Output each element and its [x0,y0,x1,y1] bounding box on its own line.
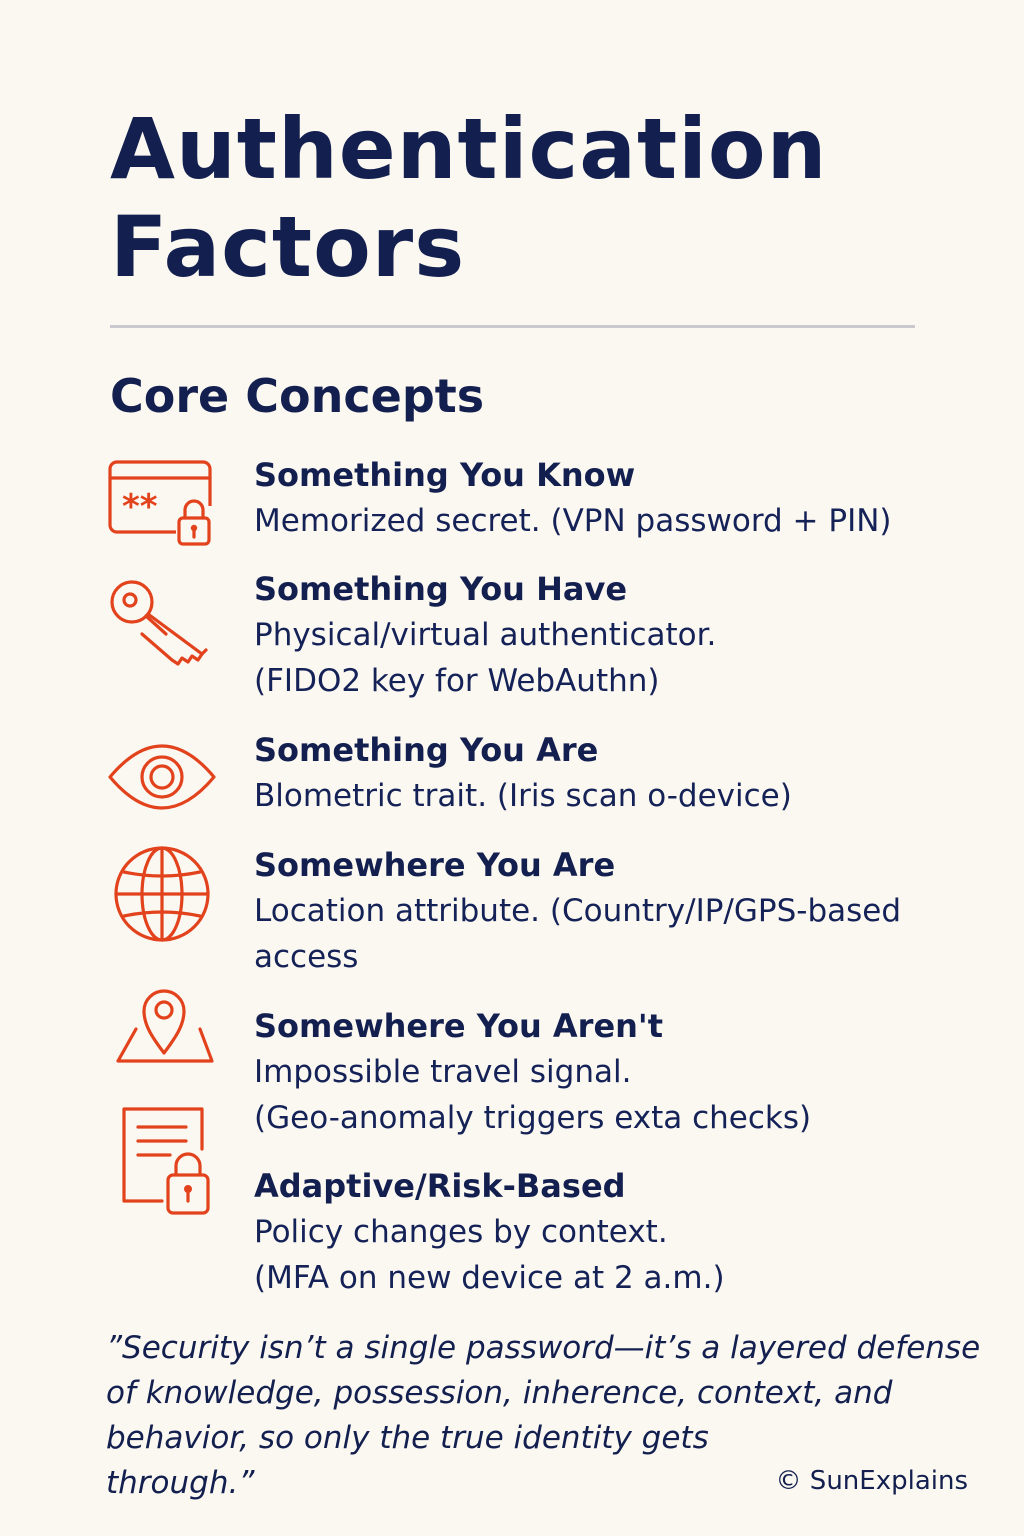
factor-description: Blometric trait. (Iris scan o-device) [254,778,792,814]
quote-line: ”Security isn’t a single password—it’s a layered defense [106,1330,981,1366]
globe-icon [106,838,218,950]
section-title: Core Concepts [110,369,485,423]
factor-description: (FIDO2 key for WebAuthn) [254,663,660,699]
quote-line: through.” [106,1465,255,1501]
factor-heading: Something You Know [254,456,636,494]
factor-description: access [254,939,359,975]
page-title [110,100,827,296]
factor-description: Physical/virtual authenticator. [254,617,717,653]
factor-description: (Geo-anomaly triggers exta checks) [254,1100,812,1136]
eye-icon [106,721,218,833]
factor-heading: Something You Have [254,570,628,608]
title-line-1: Authentication [110,100,828,198]
map-pin-icon [106,977,218,1089]
svg-text:**: ** [122,487,158,527]
credit: © SunExplains [775,1466,968,1496]
quote-line: behavior, so only the true identity gets [106,1420,709,1456]
factor-description: Policy changes by context. [254,1214,668,1250]
title-line-2: Factors [110,198,466,296]
title-divider [110,325,915,328]
key-icon [106,572,218,684]
factor-heading: Somewhere You Aren't [254,1007,664,1045]
document-lock-icon [106,1105,218,1217]
quote-line: of knowledge, possession, inherence, context, and [106,1375,893,1411]
factor-description: Location attribute. (Country/IP/GPS-based [254,893,902,929]
factor-heading: Something You Are [254,731,599,769]
password-lock-icon [106,456,218,568]
factor-heading: Adaptive/Risk-Based [254,1167,626,1205]
factor-description: Impossible travel signal. [254,1054,632,1090]
factor-heading: Somewhere You Are [254,846,616,884]
factor-description: (MFA on new device at 2 a.m.) [254,1260,725,1296]
factor-description: Memorized secret. (VPN password + PIN) [254,503,892,539]
